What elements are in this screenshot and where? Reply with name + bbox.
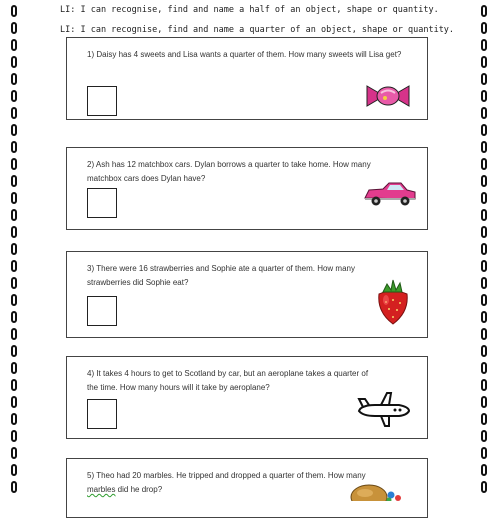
binding-ring	[11, 39, 17, 51]
binding-ring	[11, 73, 17, 85]
question-text-5	[87, 469, 377, 497]
binding-ring	[481, 141, 487, 153]
answer-box-3[interactable]	[87, 296, 117, 326]
binding-ring	[481, 260, 487, 272]
binding-right	[478, 0, 490, 500]
binding-ring	[481, 243, 487, 255]
binding-ring	[11, 192, 17, 204]
binding-ring	[11, 226, 17, 238]
binding-ring	[11, 243, 17, 255]
car-icon	[363, 180, 417, 208]
binding-ring	[481, 124, 487, 136]
objective-quarter: LI: I can recognise, find and name a quarter of an object, shape or quantity.	[60, 25, 455, 35]
binding-ring	[481, 158, 487, 170]
binding-ring	[481, 226, 487, 238]
binding-ring	[11, 124, 17, 136]
binding-ring	[11, 209, 17, 221]
binding-ring	[481, 192, 487, 204]
question-card-5	[66, 458, 428, 518]
binding-ring	[481, 175, 487, 187]
binding-ring	[481, 379, 487, 391]
answer-box-4[interactable]	[87, 399, 117, 429]
binding-ring	[481, 22, 487, 34]
question-text-5-misspelled-word: marbles	[87, 485, 116, 494]
binding-ring	[481, 311, 487, 323]
binding-ring	[481, 73, 487, 85]
binding-ring	[481, 413, 487, 425]
question-text-4: 4) It takes 4 hours to get to Scotland by car, but an aeroplane takes a quarter of the time. How many hours will it take by aeroplane?	[87, 369, 369, 392]
binding-ring	[481, 345, 487, 357]
binding-ring	[11, 294, 17, 306]
answer-box-2[interactable]	[87, 188, 117, 218]
binding-ring	[481, 90, 487, 102]
binding-ring	[481, 362, 487, 374]
sweet-icon	[363, 80, 413, 110]
binding-ring	[11, 379, 17, 391]
binding-ring	[481, 107, 487, 119]
binding-ring	[481, 56, 487, 68]
binding-ring	[481, 396, 487, 408]
binding-ring	[11, 345, 17, 357]
objective-half: LI: I can recognise, find and name a half of an object, shape or quantity.	[60, 5, 439, 15]
binding-ring	[11, 447, 17, 459]
question-text-5-end: did he drop?	[115, 485, 163, 494]
binding-ring	[11, 260, 17, 272]
binding-ring	[11, 430, 17, 442]
question-card-2	[66, 147, 428, 230]
strawberry-icon	[373, 278, 413, 326]
binding-left	[8, 0, 20, 500]
binding-ring	[11, 175, 17, 187]
question-text-2: 2) Ash has 12 matchbox cars. Dylan borrows a quarter to take home. How many matchbox cars does Dylan have?	[87, 160, 371, 183]
question-text-5-start: 5) Theo had 20 marbles. He tripped and dropped a quarter of them. How many	[87, 471, 366, 480]
binding-ring	[11, 90, 17, 102]
binding-ring	[11, 141, 17, 153]
binding-ring	[11, 311, 17, 323]
binding-ring	[11, 5, 17, 17]
question-text-3: 3) There were 16 strawberries and Sophie ate a quarter of them. How many strawberries did Sophie eat?	[87, 264, 355, 287]
binding-ring	[481, 481, 487, 493]
question-text-1: 1) Daisy has 4 sweets and Lisa wants a quarter of them. How many sweets will Lisa get?	[87, 50, 402, 59]
binding-ring	[11, 464, 17, 476]
question-card-4	[66, 356, 428, 439]
binding-ring	[481, 277, 487, 289]
binding-ring	[481, 464, 487, 476]
binding-ring	[481, 328, 487, 340]
binding-ring	[481, 430, 487, 442]
binding-ring	[481, 39, 487, 51]
binding-ring	[481, 447, 487, 459]
binding-ring	[11, 481, 17, 493]
aeroplane-icon	[355, 391, 413, 427]
binding-ring	[481, 294, 487, 306]
question-card-1	[66, 37, 428, 120]
binding-ring	[481, 5, 487, 17]
binding-ring	[11, 328, 17, 340]
marbles-bag-icon	[345, 481, 405, 501]
binding-ring	[11, 396, 17, 408]
binding-ring	[11, 158, 17, 170]
binding-ring	[481, 209, 487, 221]
learning-objectives	[60, 0, 460, 40]
binding-ring	[11, 413, 17, 425]
binding-ring	[11, 56, 17, 68]
answer-box-1[interactable]	[87, 86, 117, 116]
binding-ring	[11, 107, 17, 119]
question-card-3	[66, 251, 428, 338]
binding-ring	[11, 22, 17, 34]
binding-ring	[11, 362, 17, 374]
binding-ring	[11, 277, 17, 289]
